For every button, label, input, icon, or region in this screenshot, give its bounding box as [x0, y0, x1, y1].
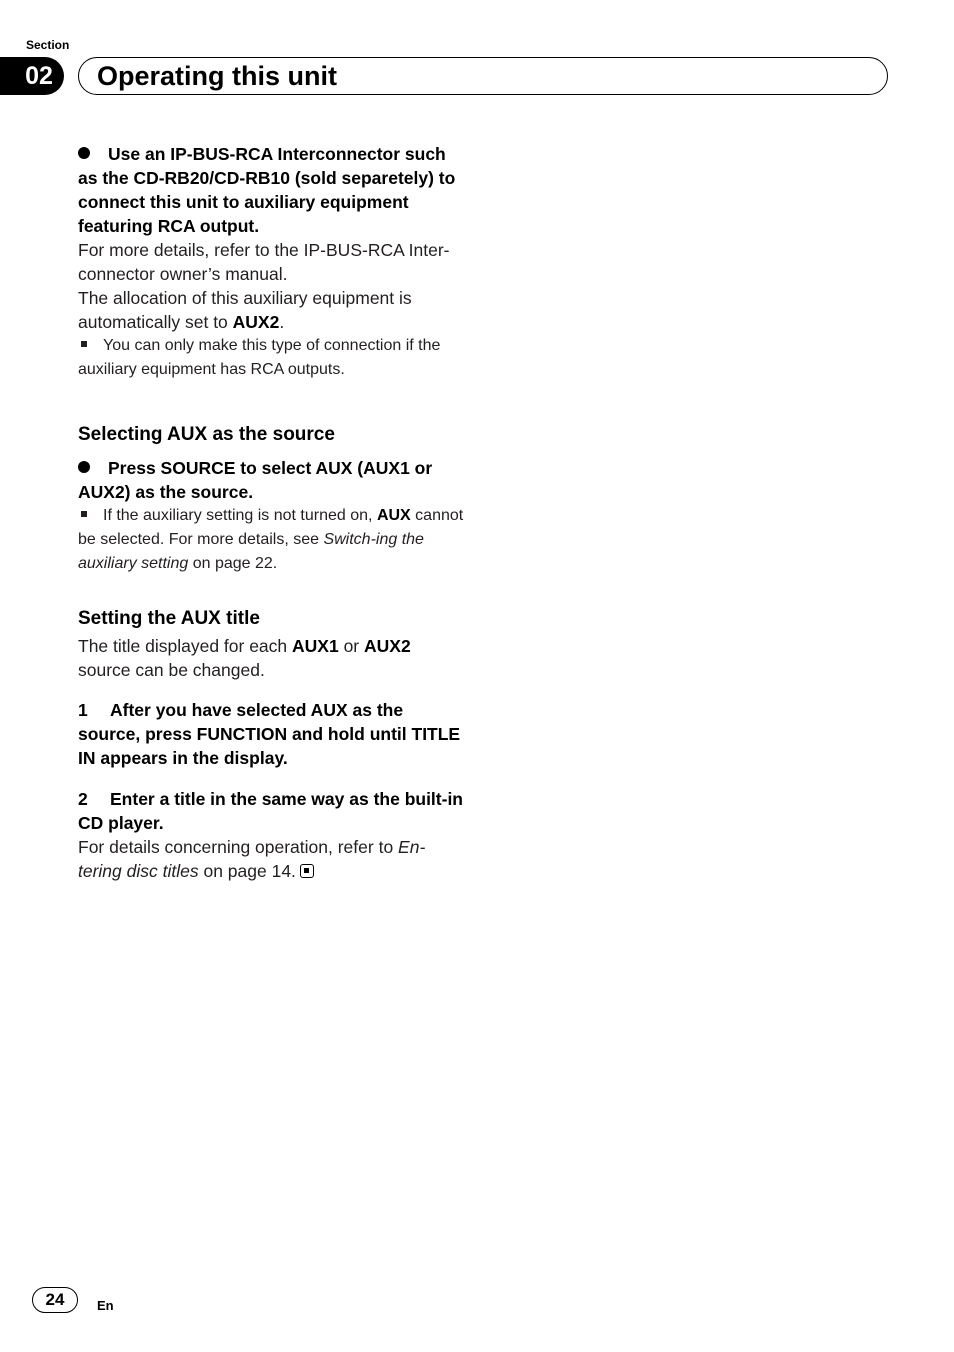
bold-term: AUX2	[232, 312, 280, 332]
bullet-dot-icon	[78, 147, 90, 159]
bullet-dot-icon	[78, 461, 90, 473]
cross-reference: Switch-ing the auxiliary setting	[78, 531, 424, 572]
step-number: 2	[78, 789, 88, 809]
step-text: Enter a title in the same way as the built-in CD player.	[78, 789, 463, 833]
section-label: Section	[26, 38, 70, 52]
body-paragraph: The title displayed for each AUX1 or AUX2 source can be changed.	[78, 636, 411, 680]
body-paragraph: For more details, refer to the IP-BUS-RCA Inter-connector owner’s manual.	[78, 240, 450, 284]
step-number: 1	[78, 700, 88, 720]
square-bullet-icon	[81, 341, 87, 347]
step-text: After you have selected AUX as the source, press FUNCTION and hold until TITLE IN appears in the display.	[78, 700, 461, 768]
cross-reference: En-tering disc titles	[78, 837, 426, 881]
main-content	[78, 142, 468, 883]
step-1	[78, 698, 468, 770]
body-paragraph: The allocation of this auxiliary equipment is automatically set to AUX2.	[78, 288, 412, 332]
note: If the auxiliary setting is not turned on, AUX cannot be selected. For more details, see Switch-ing the auxiliary setting on page 22.	[78, 507, 464, 572]
section-title: Operating this unit	[97, 60, 337, 91]
body-paragraph: For details concerning operation, refer to En-tering disc titles on page 14.	[78, 837, 426, 881]
heading-selecting-aux: Selecting AUX as the source	[78, 424, 335, 445]
note-text: You can only make this type of connection if the auxiliary equipment has RCA outputs.	[78, 337, 441, 378]
step-2	[78, 787, 468, 835]
lead-instruction	[78, 456, 468, 504]
section-title-bar	[78, 57, 888, 95]
bold-term: AUX1	[292, 636, 339, 656]
note	[78, 334, 468, 382]
lead-instruction	[78, 142, 468, 238]
page-number: 24	[32, 1287, 78, 1313]
bold-term: AUX	[376, 507, 411, 524]
lead-text: Press SOURCE to select AUX (AUX1 or AUX2) as the source.	[78, 458, 433, 502]
end-mark-icon	[300, 864, 314, 878]
section-number-badge: 02	[0, 57, 64, 95]
bold-term: AUX2	[364, 636, 411, 656]
square-bullet-icon	[81, 511, 87, 517]
heading-setting-aux-title: Setting the AUX title	[78, 608, 260, 629]
lead-text: Use an IP-BUS-RCA Interconnector such as the CD-RB20/CD-RB10 (sold separetely) to connect this unit to auxiliary equipment featuring RCA output.	[78, 144, 456, 236]
language-code: En	[97, 1298, 114, 1313]
